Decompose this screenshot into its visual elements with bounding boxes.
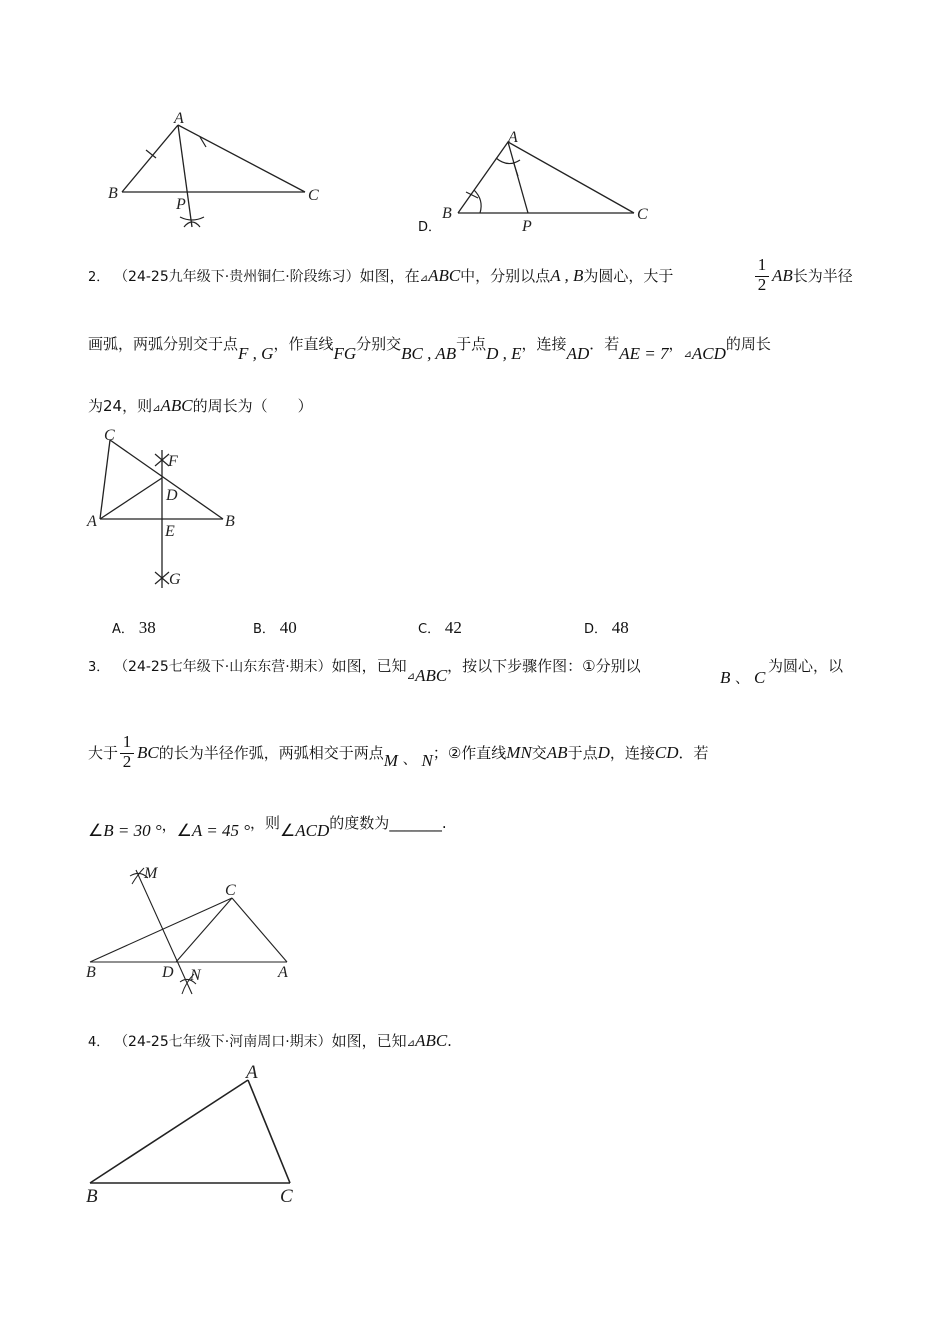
q3-mn: MN xyxy=(506,743,532,762)
q2-line-1-tail xyxy=(772,265,853,286)
q3-line-1-b xyxy=(720,668,765,688)
q2-abc-2: ABC xyxy=(160,396,193,415)
q2-tri-symbol-1: ⊿ xyxy=(419,273,429,284)
q3-text-3: 为圆心，以 xyxy=(768,657,844,675)
q1-d-label-p: P xyxy=(522,218,532,235)
q3-number: 3． xyxy=(88,660,110,675)
q3-fig-label-n: N xyxy=(190,967,201,984)
q2-segments-bc-ab: BC , AB xyxy=(401,344,457,363)
q4-abc: ABC xyxy=(415,1031,448,1050)
q4-fig-label-b: B xyxy=(86,1186,98,1207)
q3-end: . xyxy=(441,814,447,832)
q3-answer-blank[interactable]: _______ xyxy=(389,814,442,832)
q4-fig-label-a: A xyxy=(246,1062,258,1083)
q2-l3-text-1: 为24，则 xyxy=(88,397,153,415)
q3-figure xyxy=(80,860,310,1000)
q4-fig-label-c: C xyxy=(280,1186,293,1207)
q2-option-d-value: 48 xyxy=(611,618,629,637)
q2-comma-1: ， xyxy=(273,335,289,353)
q3-comma: ， xyxy=(161,816,177,834)
q2-l2-text-2: 作直线 xyxy=(288,335,334,353)
q2-l2-text-7: 的周长 xyxy=(725,335,771,353)
q2-text-1: 如图，在 xyxy=(359,267,420,285)
q2-option-b-letter: B． xyxy=(253,622,275,637)
q2-l2-text-5: 连接 xyxy=(536,335,567,353)
q1-c-label-b: B xyxy=(108,185,118,202)
q2-l3-text-2: 的周长为（ ） xyxy=(192,397,313,415)
q3-ab: AB xyxy=(546,743,568,762)
q2-points-de: D , E xyxy=(486,344,522,363)
q3-dun-2: 、 xyxy=(402,752,417,768)
q3-l2-text-2: 的长为半径作弧，两弧相交于两点 xyxy=(158,744,384,762)
q3-fig-label-c: C xyxy=(225,882,236,899)
q3-l2-text-5: 于点 xyxy=(567,744,598,762)
q2-abc-1: ABC xyxy=(428,266,461,285)
q3-text-1: 如图，已知 xyxy=(331,657,407,675)
q2-comma-2: ， xyxy=(521,335,537,353)
q3-l2-text-6: ，连接 xyxy=(609,744,655,762)
q1-c-label-a: A xyxy=(174,110,184,127)
q1-d-label-c: C xyxy=(637,206,648,223)
q3-point-c: C xyxy=(753,668,766,687)
q2-text-2: 中，分别以点 xyxy=(460,267,551,285)
q3-angle-symbol-3: ∠ xyxy=(280,821,296,840)
q1-d-label-b: B xyxy=(442,205,452,222)
q4-end: . xyxy=(447,1032,452,1050)
q3-point-d: D xyxy=(597,743,610,762)
q2-dot: ． xyxy=(589,335,605,353)
q3-fig-label-a: A xyxy=(278,964,288,981)
q3-text-2: ，按以下步骤作图：①分别以 xyxy=(447,657,641,675)
q2-l2-text-6: 若 xyxy=(604,335,620,353)
q4-text-1: 如图，已知 xyxy=(331,1032,407,1050)
q3-l2-text-3: ；②作直线 xyxy=(432,744,507,762)
q2-ab: AB xyxy=(772,266,793,285)
q1-c-label-c: C xyxy=(308,187,319,204)
q2-text-4: 长为半径 xyxy=(792,267,853,285)
q2-line-2 xyxy=(88,333,771,363)
q3-point-b: B xyxy=(720,668,731,687)
q3-a-eq: A = 45 ° xyxy=(191,821,251,840)
q2-option-c-letter: C． xyxy=(418,622,441,637)
q3-line-2-head xyxy=(88,742,118,763)
q2-points-fg: F , G xyxy=(238,344,274,363)
q3-l2-text-4: 交 xyxy=(531,744,547,762)
q2-option-a[interactable] xyxy=(112,618,156,638)
q3-point-m: M xyxy=(383,751,398,770)
q2-l2-text-1: 画弧，两弧分别交于点 xyxy=(88,335,239,353)
q3-tri-symbol: ⊿ xyxy=(406,671,416,682)
q3-line-2 xyxy=(137,742,709,770)
q2-fig-label-c: C xyxy=(104,427,115,444)
q3-l3-text-2: 的度数为 xyxy=(329,814,390,832)
q2-ae-eq: AE = 7 xyxy=(619,344,669,363)
q2-comma-3: ， xyxy=(668,335,684,353)
q4-line-1 xyxy=(88,1030,452,1051)
q2-points-ab: A , B xyxy=(550,266,584,285)
q2-option-a-value: 38 xyxy=(138,618,156,637)
q3-l2-text-1: 大于 xyxy=(88,744,119,762)
q3-frac-den: 2 xyxy=(122,752,132,771)
q2-option-b[interactable] xyxy=(253,618,297,638)
q3-fig-label-d: D xyxy=(162,964,174,981)
q3-l2-text-7: ．若 xyxy=(678,744,709,762)
q2-option-b-value: 40 xyxy=(279,618,297,637)
q3-cd: CD xyxy=(654,743,679,762)
q3-line-1 xyxy=(88,655,641,685)
q3-acd: ACD xyxy=(295,821,330,840)
q4-figure xyxy=(80,1058,310,1208)
q2-fig-label-f: F xyxy=(168,453,178,470)
q2-frac-num: 1 xyxy=(757,255,767,274)
q3-bc: BC xyxy=(137,743,159,762)
q2-line-3 xyxy=(88,395,313,416)
q4-tri-symbol: ⊿ xyxy=(406,1038,416,1049)
q2-option-a-letter: A． xyxy=(112,622,134,637)
q4-source: （24-25七年级下·河南周口·期末） xyxy=(114,1034,332,1050)
q2-fig-label-b: B xyxy=(225,513,235,530)
q2-option-d-letter: D． xyxy=(584,622,608,637)
q2-option-c[interactable] xyxy=(418,618,462,638)
q3-b-eq: B = 30 ° xyxy=(103,821,162,840)
q2-number: 2． xyxy=(88,270,110,285)
q2-frac-den: 2 xyxy=(757,275,767,294)
q1-figure-c xyxy=(100,105,340,235)
q2-fig-label-e: E xyxy=(165,523,175,540)
q1-d-label-a: A xyxy=(508,129,518,146)
q2-tri-symbol-3: ⊿ xyxy=(152,403,161,414)
q2-fig-label-g: G xyxy=(169,571,181,588)
q2-fig-label-a: A xyxy=(87,513,97,530)
q1-c-label-p: P xyxy=(176,196,186,213)
q1-option-d-letter: D． xyxy=(418,220,442,235)
q3-source: （24-25七年级下·山东东营·期末） xyxy=(114,659,332,675)
q3-frac-num: 1 xyxy=(122,732,132,751)
q2-option-d[interactable] xyxy=(584,618,629,638)
q3-l3-text-1: ，则 xyxy=(250,814,281,832)
q2-line-1 xyxy=(88,265,673,286)
q2-figure xyxy=(80,420,260,595)
q2-source: （24-25九年级下·贵州铜仁·阶段练习） xyxy=(114,269,360,285)
q1-option-d-figure xyxy=(438,128,658,238)
q2-l2-text-4: 于点 xyxy=(456,335,487,353)
q2-segment-ad: AD xyxy=(566,344,590,363)
q2-text-3: 为圆心，大于 xyxy=(583,267,674,285)
q2-option-c-value: 42 xyxy=(444,618,462,637)
q3-dun-1: 、 xyxy=(735,671,750,687)
q2-l2-text-3: 分别交 xyxy=(356,335,402,353)
q3-abc: ABC xyxy=(415,666,448,685)
q3-angle-symbol-1: ∠ xyxy=(88,821,104,840)
q3-line-3 xyxy=(88,814,447,840)
q3-fig-label-m: M xyxy=(144,865,158,882)
q4-number: 4． xyxy=(88,1035,110,1050)
q2-tri-symbol-2: ⊿ xyxy=(683,349,692,360)
q3-line-1-tail xyxy=(768,655,843,676)
q3-fig-label-b: B xyxy=(86,964,96,981)
q2-line-fg: FG xyxy=(333,344,357,363)
q3-angle-symbol-2: ∠ xyxy=(176,821,192,840)
q2-acd: ACD xyxy=(691,344,726,363)
q3-point-n: N xyxy=(421,751,433,770)
q2-fig-label-d: D xyxy=(166,487,178,504)
